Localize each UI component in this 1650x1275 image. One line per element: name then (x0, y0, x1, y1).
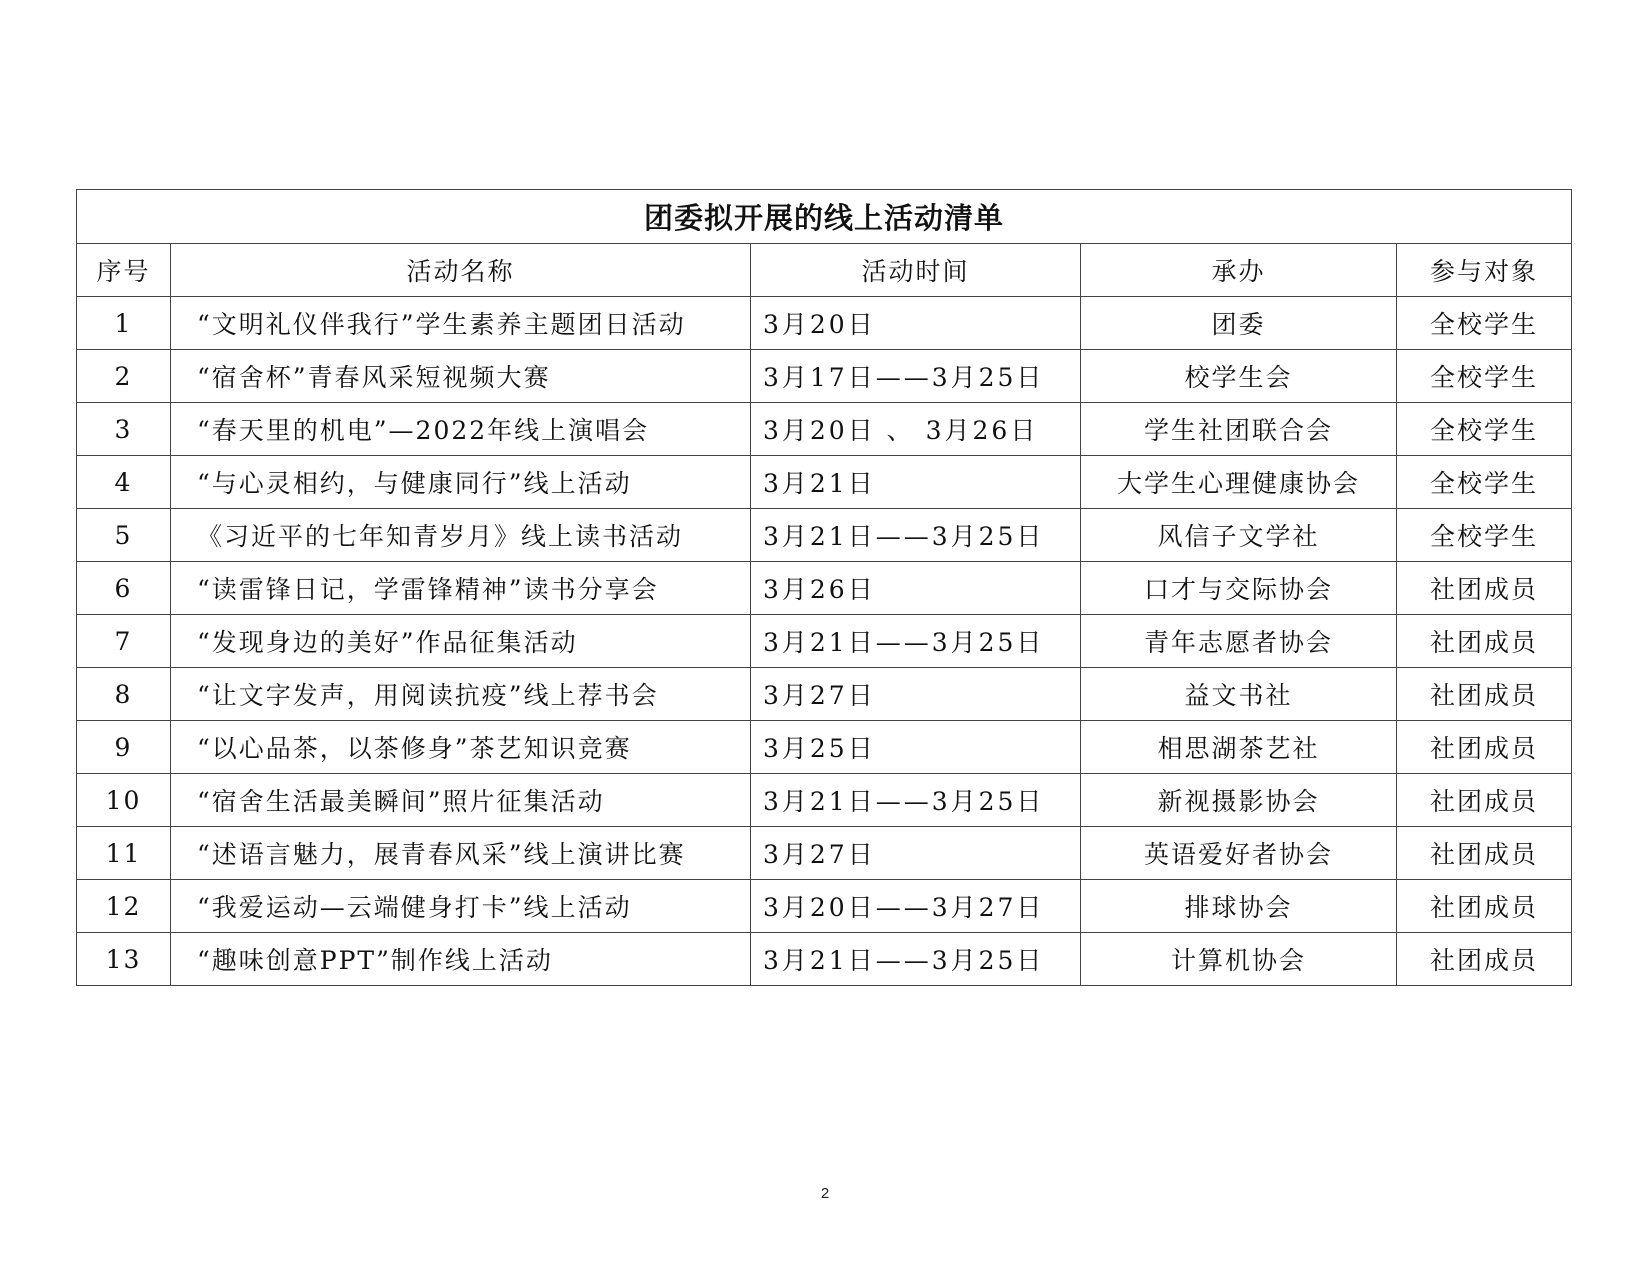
cell-activity-name: “趣味创意PPT”制作线上活动 (171, 933, 751, 986)
cell-activity-name: “文明礼仪伴我行”学生素养主题团日活动 (171, 297, 751, 350)
cell-activity-time: 3月21日——3月25日 (751, 933, 1081, 986)
cell-activity-time: 3月27日 (751, 668, 1081, 721)
cell-participants: 全校学生 (1397, 403, 1572, 456)
cell-participants: 社团成员 (1397, 562, 1572, 615)
cell-participants: 全校学生 (1397, 456, 1572, 509)
cell-organizer: 口才与交际协会 (1081, 562, 1397, 615)
cell-activity-name: “发现身边的美好”作品征集活动 (171, 615, 751, 668)
cell-index: 10 (77, 774, 171, 827)
cell-activity-time: 3月20日——3月27日 (751, 880, 1081, 933)
cell-participants: 社团成员 (1397, 668, 1572, 721)
cell-activity-time: 3月21日——3月25日 (751, 774, 1081, 827)
cell-activity-name: “我爱运动—云端健身打卡”线上活动 (171, 880, 751, 933)
cell-organizer: 相思湖茶艺社 (1081, 721, 1397, 774)
cell-activity-time: 3月21日——3月25日 (751, 509, 1081, 562)
table-row (77, 297, 1572, 350)
cell-participants: 社团成员 (1397, 615, 1572, 668)
cell-activity-name: “宿舍生活最美瞬间”照片征集活动 (171, 774, 751, 827)
cell-index: 3 (77, 403, 171, 456)
table-row (77, 403, 1572, 456)
cell-activity-time: 3月21日——3月25日 (751, 615, 1081, 668)
cell-activity-name: “述语言魅力，展青春风采”线上演讲比赛 (171, 827, 751, 880)
table-title: 团委拟开展的线上活动清单 (77, 190, 1572, 244)
table-row (77, 880, 1572, 933)
cell-index: 1 (77, 297, 171, 350)
cell-activity-time: 3月25日 (751, 721, 1081, 774)
cell-organizer: 大学生心理健康协会 (1081, 456, 1397, 509)
table-row (77, 668, 1572, 721)
table-row (77, 721, 1572, 774)
cell-index: 9 (77, 721, 171, 774)
table-body (77, 297, 1572, 986)
cell-organizer: 风信子文学社 (1081, 509, 1397, 562)
cell-index: 11 (77, 827, 171, 880)
table-row (77, 562, 1572, 615)
cell-activity-time: 3月27日 (751, 827, 1081, 880)
cell-index: 7 (77, 615, 171, 668)
cell-organizer: 团委 (1081, 297, 1397, 350)
header-organizer: 承办 (1081, 244, 1397, 297)
cell-index: 8 (77, 668, 171, 721)
cell-participants: 全校学生 (1397, 297, 1572, 350)
cell-activity-time: 3月26日 (751, 562, 1081, 615)
page-number: 2 (820, 1185, 830, 1202)
header-participants: 参与对象 (1397, 244, 1572, 297)
cell-index: 4 (77, 456, 171, 509)
cell-activity-time: 3月17日——3月25日 (751, 350, 1081, 403)
cell-index: 6 (77, 562, 171, 615)
cell-organizer: 英语爱好者协会 (1081, 827, 1397, 880)
cell-participants: 社团成员 (1397, 827, 1572, 880)
cell-activity-name: “与心灵相约，与健康同行”线上活动 (171, 456, 751, 509)
cell-organizer: 校学生会 (1081, 350, 1397, 403)
table-row (77, 933, 1572, 986)
table-row (77, 456, 1572, 509)
header-activity-time: 活动时间 (751, 244, 1081, 297)
cell-activity-name: 《习近平的七年知青岁月》线上读书活动 (171, 509, 751, 562)
cell-organizer: 计算机协会 (1081, 933, 1397, 986)
cell-activity-name: “读雷锋日记，学雷锋精神”读书分享会 (171, 562, 751, 615)
cell-organizer: 新视摄影协会 (1081, 774, 1397, 827)
cell-participants: 全校学生 (1397, 509, 1572, 562)
table-row (77, 350, 1572, 403)
cell-activity-time: 3月21日 (751, 456, 1081, 509)
cell-activity-name: “宿舍杯”青春风采短视频大赛 (171, 350, 751, 403)
header-activity-name: 活动名称 (171, 244, 751, 297)
cell-organizer: 益文书社 (1081, 668, 1397, 721)
cell-activity-name: “春天里的机电”—2022年线上演唱会 (171, 403, 751, 456)
table-row (77, 615, 1572, 668)
header-index: 序号 (77, 244, 171, 297)
cell-participants: 社团成员 (1397, 880, 1572, 933)
cell-activity-name: “以心品茶，以茶修身”茶艺知识竞赛 (171, 721, 751, 774)
header-row (77, 244, 1572, 297)
cell-index: 5 (77, 509, 171, 562)
cell-organizer: 排球协会 (1081, 880, 1397, 933)
cell-participants: 社团成员 (1397, 774, 1572, 827)
cell-organizer: 学生社团联合会 (1081, 403, 1397, 456)
cell-participants: 全校学生 (1397, 350, 1572, 403)
cell-participants: 社团成员 (1397, 933, 1572, 986)
table-row (77, 509, 1572, 562)
cell-index: 13 (77, 933, 171, 986)
cell-organizer: 青年志愿者协会 (1081, 615, 1397, 668)
cell-activity-name: “让文字发声，用阅读抗疫”线上荐书会 (171, 668, 751, 721)
activity-list-table (76, 189, 1572, 986)
title-row (77, 190, 1572, 244)
table-row (77, 774, 1572, 827)
cell-participants: 社团成员 (1397, 721, 1572, 774)
table-row (77, 827, 1572, 880)
cell-index: 2 (77, 350, 171, 403)
cell-activity-time: 3月20日 、 3月26日 (751, 403, 1081, 456)
cell-index: 12 (77, 880, 171, 933)
cell-activity-time: 3月20日 (751, 297, 1081, 350)
